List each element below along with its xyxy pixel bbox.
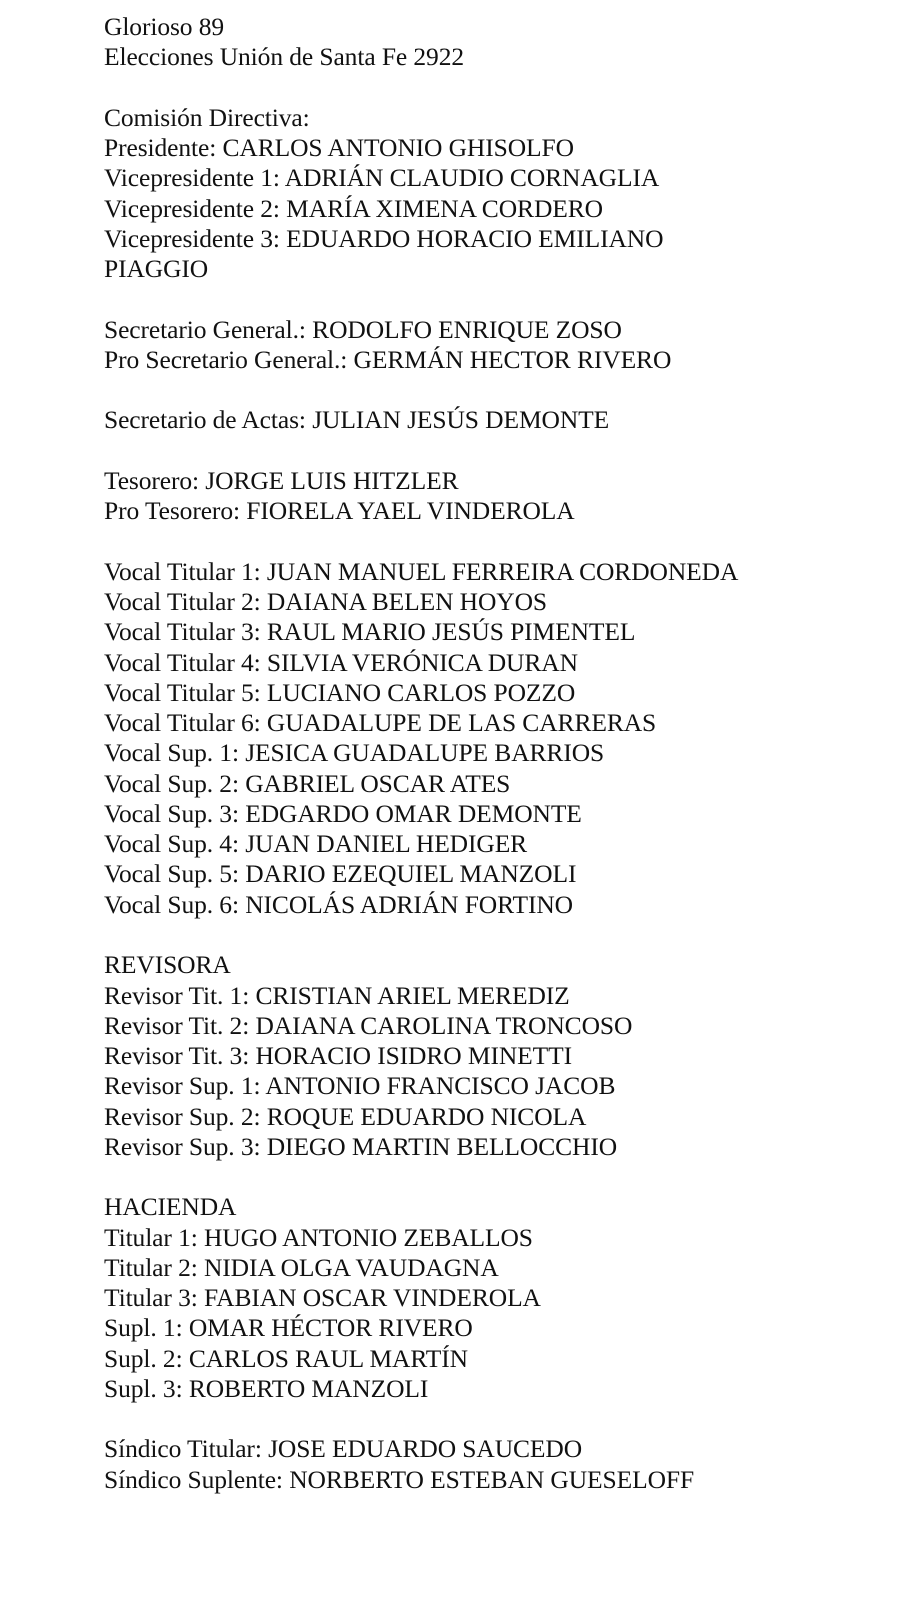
member-line: Pro Secretario General.: GERMÁN HECTOR RIVERO — [104, 344, 672, 374]
spacer — [104, 284, 884, 314]
member-line: Revisor Tit. 3: HORACIO ISIDRO MINETTI — [104, 1041, 572, 1071]
member-line: Tesorero: JORGE LUIS HITZLER — [104, 465, 459, 495]
spacer — [104, 73, 884, 103]
member-line: Titular 1: HUGO ANTONIO ZEBALLOS — [104, 1222, 533, 1252]
member-line: Vicepresidente 1: ADRIÁN CLAUDIO CORNAGLIA — [104, 163, 660, 193]
member-line: Vicepresidente 2: MARÍA XIMENA CORDERO — [104, 193, 603, 223]
member-line: Supl. 2: CARLOS RAUL MARTÍN — [104, 1343, 468, 1373]
section-hacienda — [104, 1192, 884, 1404]
section-secretaria-actas — [104, 405, 884, 435]
section-heading: REVISORA — [104, 950, 231, 980]
section-tesoreria — [104, 466, 884, 527]
member-line: Presidente: CARLOS ANTONIO GHISOLFO — [104, 133, 574, 163]
section-heading: Comisión Directiva: — [104, 102, 310, 132]
member-line: Síndico Suplente: NORBERTO ESTEBAN GUESELOFF — [104, 1464, 695, 1494]
member-line: Pro Tesorero: FIORELA YAEL VINDEROLA — [104, 496, 575, 526]
member-line: Vocal Sup. 2: GABRIEL OSCAR ATES — [104, 768, 511, 798]
member-line: Vocal Titular 1: JUAN MANUEL FERREIRA CORDONEDA — [104, 556, 739, 586]
member-line: Revisor Sup. 2: ROQUE EDUARDO NICOLA — [104, 1101, 587, 1131]
member-line: Vocal Sup. 3: EDGARDO OMAR DEMONTE — [104, 798, 582, 828]
member-line: Secretario General.: RODOLFO ENRIQUE ZOSO — [104, 314, 622, 344]
member-line: Revisor Sup. 1: ANTONIO FRANCISCO JACOB — [104, 1071, 616, 1101]
member-line: Vocal Titular 2: DAIANA BELEN HOYOS — [104, 587, 547, 617]
member-line: Titular 2: NIDIA OLGA VAUDAGNA — [104, 1252, 499, 1282]
document-header — [104, 12, 884, 73]
member-line: Supl. 3: ROBERTO MANZOLI — [104, 1373, 429, 1403]
section-sindicatura — [104, 1434, 884, 1495]
member-line: Revisor Tit. 2: DAIANA CAROLINA TRONCOSO — [104, 1010, 633, 1040]
member-line: Vocal Titular 5: LUCIANO CARLOS POZZO — [104, 677, 576, 707]
spacer — [104, 375, 884, 405]
section-secretaria-general — [104, 315, 884, 376]
member-line: Vocal Sup. 5: DARIO EZEQUIEL MANZOLI — [104, 859, 577, 889]
spacer — [104, 920, 884, 950]
member-line: Secretario de Actas: JULIAN JESÚS DEMONTE — [104, 405, 610, 435]
spacer — [104, 1162, 884, 1192]
spacer — [104, 436, 884, 466]
spacer — [104, 1404, 884, 1434]
member-line: Vocal Titular 4: SILVIA VERÓNICA DURAN — [104, 647, 578, 677]
member-line-continuation: PIAGGIO — [104, 254, 209, 284]
member-line: Revisor Tit. 1: CRISTIAN ARIEL MEREDIZ — [104, 980, 570, 1010]
member-line: Titular 3: FABIAN OSCAR VINDEROLA — [104, 1283, 541, 1313]
member-line: Vicepresidente 3: EDUARDO HORACIO EMILIANO — [104, 223, 664, 253]
member-line: Vocal Sup. 4: JUAN DANIEL HEDIGER — [104, 829, 528, 859]
document-body — [104, 12, 884, 1495]
section-revisora — [104, 950, 884, 1162]
section-vocales — [104, 557, 884, 920]
member-line: Vocal Titular 6: GUADALUPE DE LAS CARRERAS — [104, 708, 657, 738]
member-line: Supl. 1: OMAR HÉCTOR RIVERO — [104, 1313, 473, 1343]
section-comision-directiva — [104, 103, 884, 285]
member-line: Vocal Titular 3: RAUL MARIO JESÚS PIMENTEL — [104, 617, 636, 647]
section-heading: HACIENDA — [104, 1192, 237, 1222]
document-title: Glorioso 89 — [104, 12, 225, 41]
member-line: Revisor Sup. 3: DIEGO MARTIN BELLOCCHIO — [104, 1131, 618, 1161]
member-line: Síndico Titular: JOSE EDUARDO SAUCEDO — [104, 1434, 583, 1464]
member-line: Vocal Sup. 1: JESICA GUADALUPE BARRIOS — [104, 738, 605, 768]
spacer — [104, 527, 884, 557]
document-subtitle: Elecciones Unión de Santa Fe 2922 — [104, 42, 464, 72]
member-line: Vocal Sup. 6: NICOLÁS ADRIÁN FORTINO — [104, 889, 573, 919]
